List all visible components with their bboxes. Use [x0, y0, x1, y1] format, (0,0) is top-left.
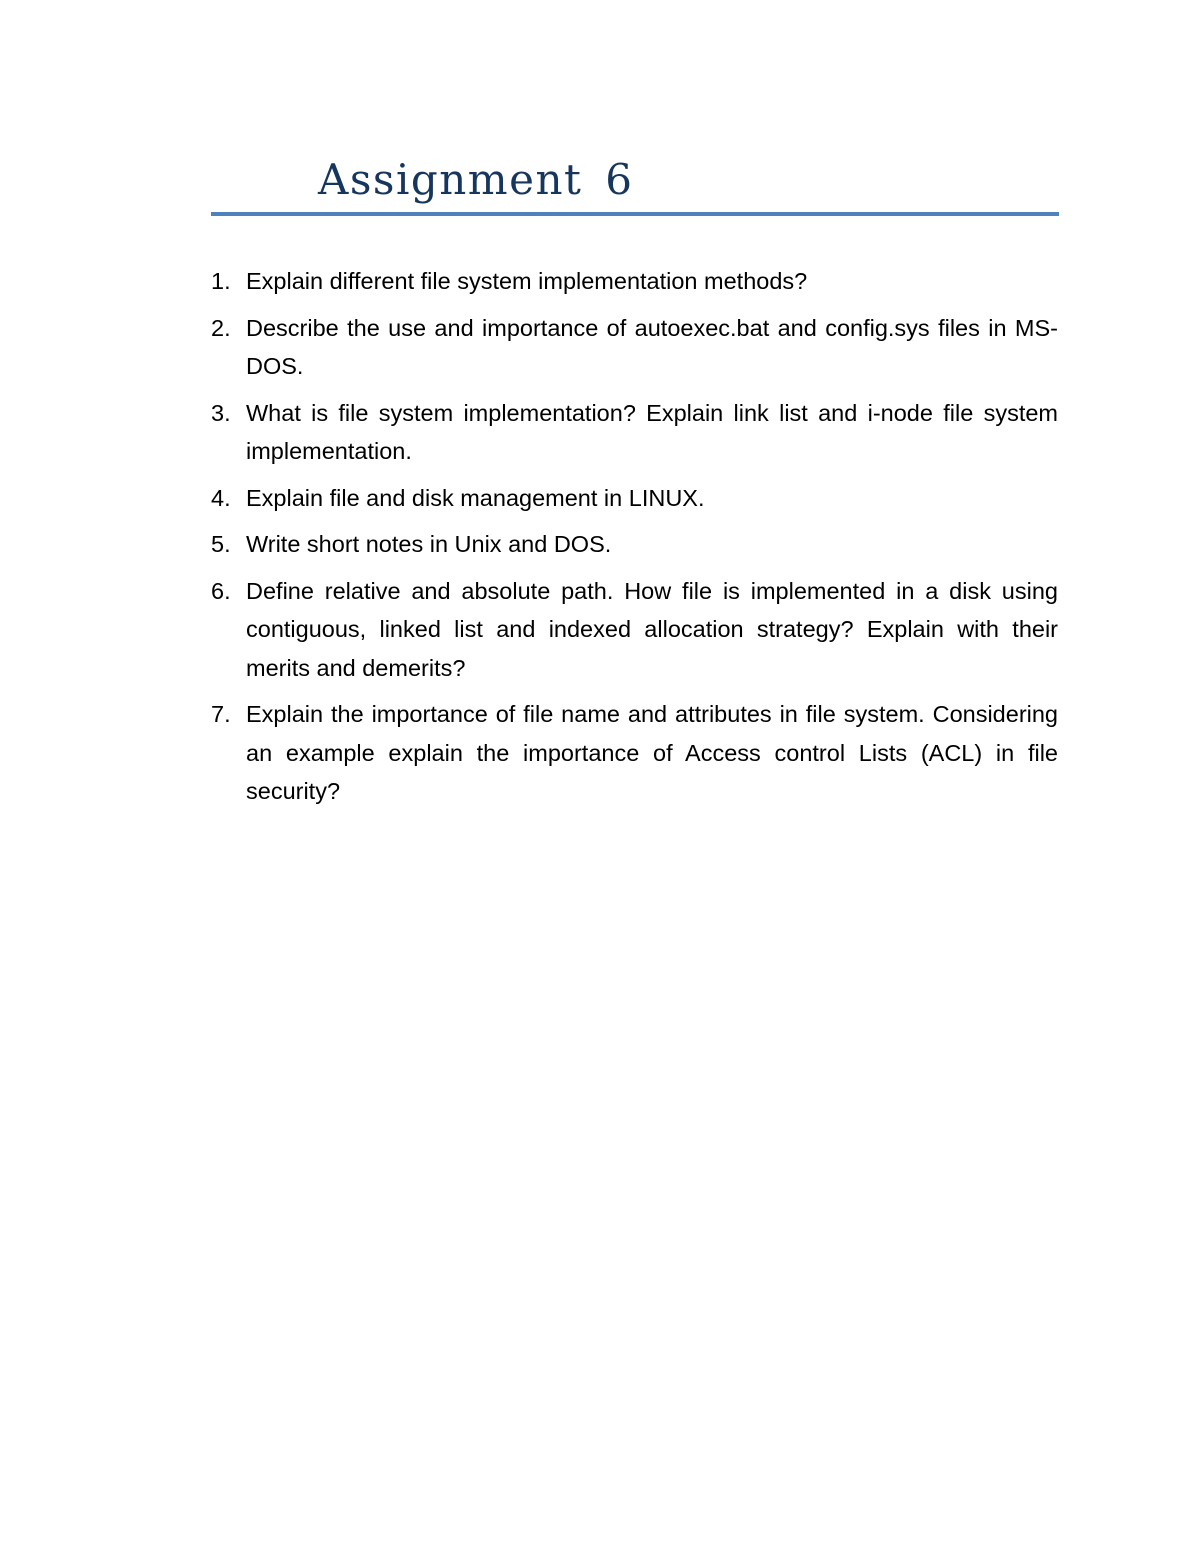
- question-text: Explain file and disk management in LINUX.: [246, 484, 705, 511]
- question-item: [211, 262, 1058, 301]
- question-list: [211, 262, 1058, 819]
- question-number: 3.: [211, 399, 231, 426]
- title-underline: [211, 212, 1059, 216]
- question-item: [211, 479, 1058, 518]
- question-item: [211, 695, 1058, 811]
- question-item: [211, 572, 1058, 688]
- question-number: 6.: [211, 577, 231, 604]
- question-number: 2.: [211, 314, 231, 341]
- question-text: Define relative and absolute path. How file is implemented in a disk using contiguous, linked list and indexed allocation strategy? Explain with their merits and demerits?: [246, 577, 1058, 681]
- question-text: Describe the use and importance of autoexec.bat and config.sys files in MS-DOS.: [246, 314, 1058, 379]
- question-item: [211, 394, 1058, 471]
- question-text: What is file system implementation? Explain link list and i-node file system implementation.: [246, 399, 1058, 464]
- question-number: 1.: [211, 268, 231, 294]
- document-title: Assignment 6: [318, 155, 634, 204]
- question-text: Explain the importance of file name and attributes in file system. Considering an example explain the importance of Access control Lists (ACL) in file security?: [246, 701, 1058, 804]
- question-number: 5.: [211, 531, 231, 557]
- question-number: 7.: [211, 701, 231, 727]
- question-number: 4.: [211, 484, 231, 511]
- question-item: [211, 525, 1058, 564]
- question-item: [211, 309, 1058, 386]
- question-text: Explain different file system implementation methods?: [246, 268, 808, 294]
- question-text: Write short notes in Unix and DOS.: [246, 531, 612, 557]
